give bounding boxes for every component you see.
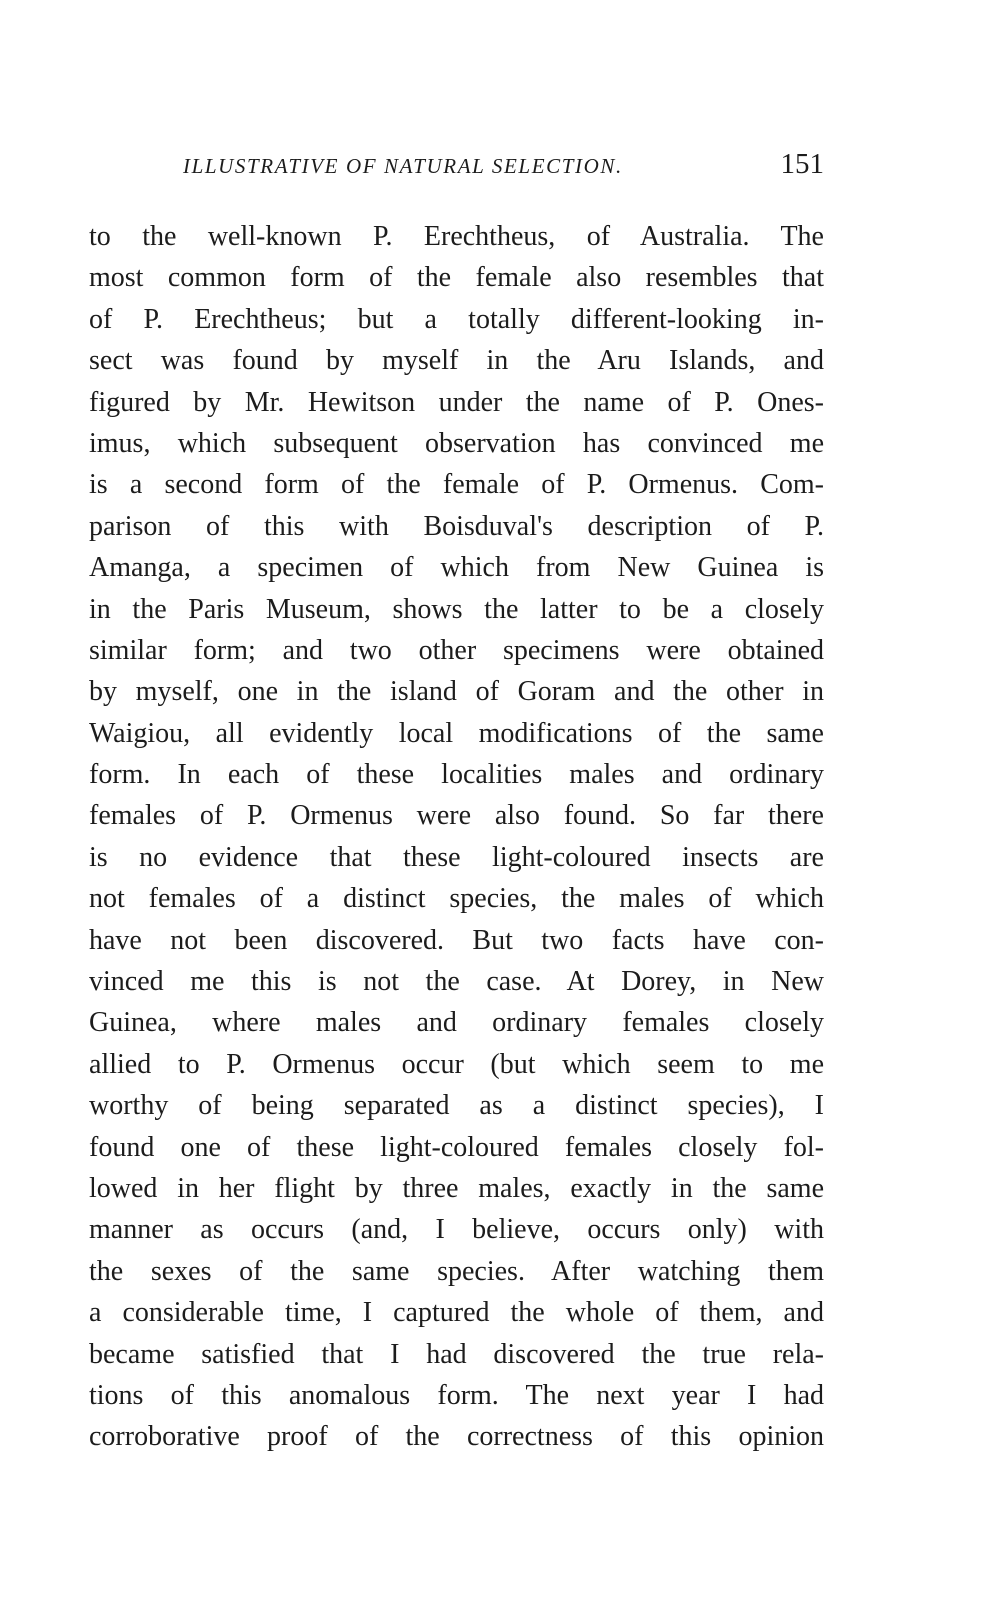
text-line: became satisfied that I had discovered the true rela- (89, 1338, 824, 1370)
text-line: allied to P. Ormenus occur (but which seem to me (89, 1048, 824, 1080)
text-line: similar form; and two other specimens were obtained (89, 634, 824, 666)
text-line: tions of this anomalous form. The next year I had (89, 1379, 824, 1411)
text-line: in the Paris Museum, shows the latter to be a closely (89, 593, 824, 625)
text-line: imus, which subsequent observation has convinced me (89, 427, 824, 459)
running-head (88, 148, 824, 188)
text-line: to the well-known P. Erechtheus, of Australia. The (89, 221, 824, 252)
text-line: by myself, one in the island of Goram and the other in (89, 676, 824, 708)
text-line: a considerable time, I captured the whole of them, and (89, 1297, 824, 1329)
text-line: is no evidence that these light-coloured insects are (89, 841, 824, 873)
text-line: sect was found by myself in the Aru Islands, and (89, 345, 824, 377)
text-line: have not been discovered. But two facts have con- (89, 924, 824, 956)
text-line: most common form of the female also resembles that (89, 262, 824, 294)
text-line: the sexes of the same species. After watching them (89, 1255, 824, 1287)
text-line: corroborative proof of the correctness of this opinion (89, 1421, 824, 1453)
text-line: Amanga, a specimen of which from New Guinea is (89, 552, 824, 584)
text-line: females of P. Ormenus were also found. So far there (89, 800, 824, 832)
running-title: ILLUSTRATIVE OF NATURAL SELECTION. (183, 154, 623, 178)
text-line: of P. Erechtheus; but a totally different-looking in- (89, 303, 824, 335)
text-line: lowed in her flight by three males, exactly in the same (89, 1172, 824, 1204)
text-line: found one of these light-coloured females closely fol- (89, 1131, 824, 1163)
text-line: figured by Mr. Hewitson under the name of P. Ones- (89, 386, 824, 418)
text-line: is a second form of the female of P. Ormenus. Com- (89, 469, 824, 501)
text-line: Guinea, where males and ordinary females closely (89, 1007, 824, 1039)
body-text (89, 216, 824, 1458)
text-line: Waigiou, all evidently local modifications of the same (89, 717, 824, 749)
text-line: parison of this with Boisduval's description of P. (89, 510, 824, 542)
page-number: 151 (780, 148, 824, 180)
text-line: form. In each of these localities males and ordinary (89, 759, 824, 791)
text-line: vinced me this is not the case. At Dorey, in New (89, 966, 824, 998)
text-line: worthy of being separated as a distinct species), I (89, 1090, 824, 1122)
text-line: manner as occurs (and, I believe, occurs only) with (89, 1214, 824, 1246)
text-line: not females of a distinct species, the males of which (89, 883, 824, 915)
